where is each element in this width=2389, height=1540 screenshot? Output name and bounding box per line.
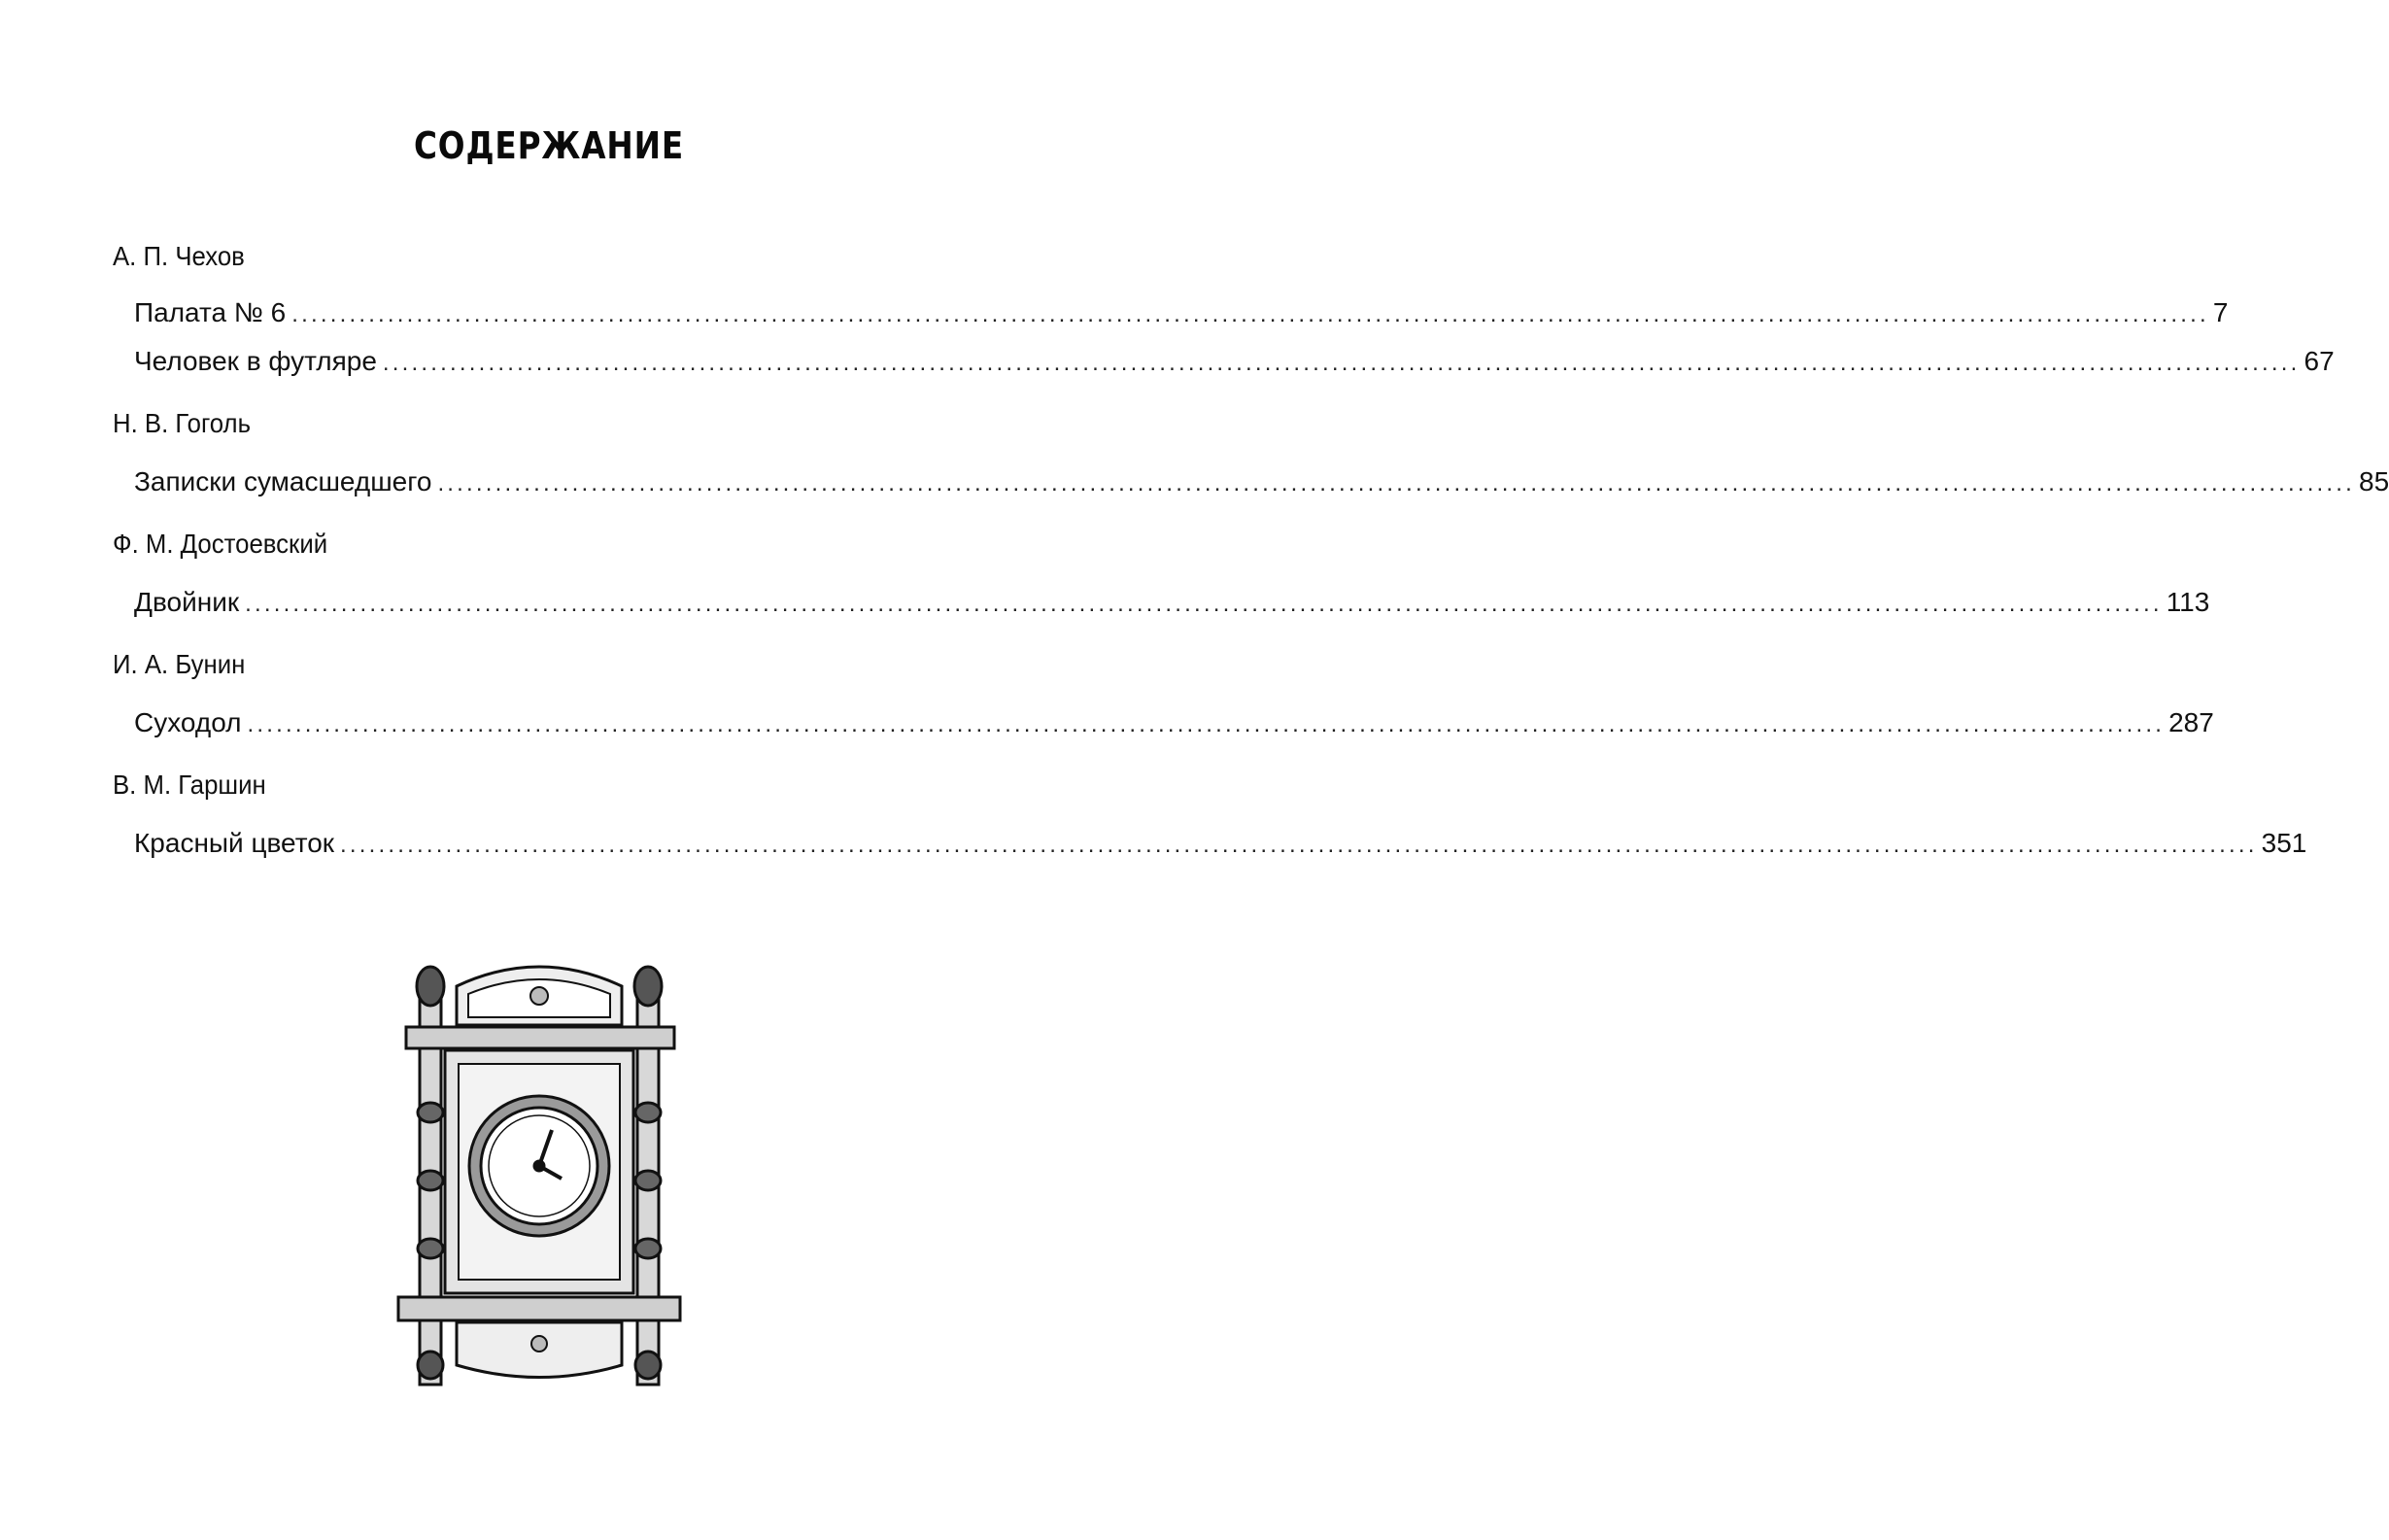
- leader-dots: ........................................................................................................................................................................................................: [437, 470, 2356, 496]
- toc-entry-krasny-tsvetok[interactable]: [134, 828, 2307, 863]
- author-dostoevsky: Ф. М. Достоевский: [113, 529, 328, 559]
- leader-dots: ........................................................................................................................................................................................................: [340, 832, 2258, 858]
- toc-entry-dvoynik[interactable]: [134, 587, 2210, 622]
- toc-entry-zapiski-sumasshedshego[interactable]: [134, 466, 2389, 501]
- entry-title: Записки сумасшедшего: [134, 466, 432, 496]
- leader-dots: ........................................................................................................................................................................................................: [245, 591, 2163, 617]
- leader-dots: ........................................................................................................................................................................................................: [382, 350, 2301, 376]
- entry-title: Палата № 6: [134, 297, 287, 327]
- entry-page: 85: [2359, 466, 2389, 496]
- entry-title: Суходол: [134, 707, 242, 737]
- author-garshin: В. М. Гаршин: [113, 770, 266, 800]
- author-bunin: И. А. Бунин: [113, 649, 246, 679]
- entry-page: 287: [2168, 707, 2214, 737]
- toc-entry-chelovek-v-futlyare[interactable]: [134, 346, 2335, 381]
- leader-dots: ........................................................................................................................................................................................................: [291, 301, 2209, 327]
- toc-entry-sukhodol[interactable]: [134, 707, 2214, 742]
- page-title: СОДЕРЖАНИЕ: [413, 124, 685, 167]
- author-chekhov: А. П. Чехов: [113, 241, 245, 271]
- toc-entry-palata-6[interactable]: [134, 297, 2229, 332]
- author-gogol: Н. В. Гоголь: [113, 408, 252, 438]
- entry-title: Человек в футляре: [134, 346, 377, 376]
- entry-page: 113: [2166, 587, 2210, 617]
- entry-page: 7: [2212, 297, 2229, 327]
- entry-title: Красный цветок: [134, 828, 335, 858]
- leader-dots: ........................................................................................................................................................................................................: [247, 711, 2166, 737]
- wall-clock-icon: [389, 957, 690, 1423]
- entry-page: 351: [2261, 828, 2307, 858]
- entry-page: 67: [2304, 346, 2335, 376]
- entry-title: Двойник: [134, 587, 240, 617]
